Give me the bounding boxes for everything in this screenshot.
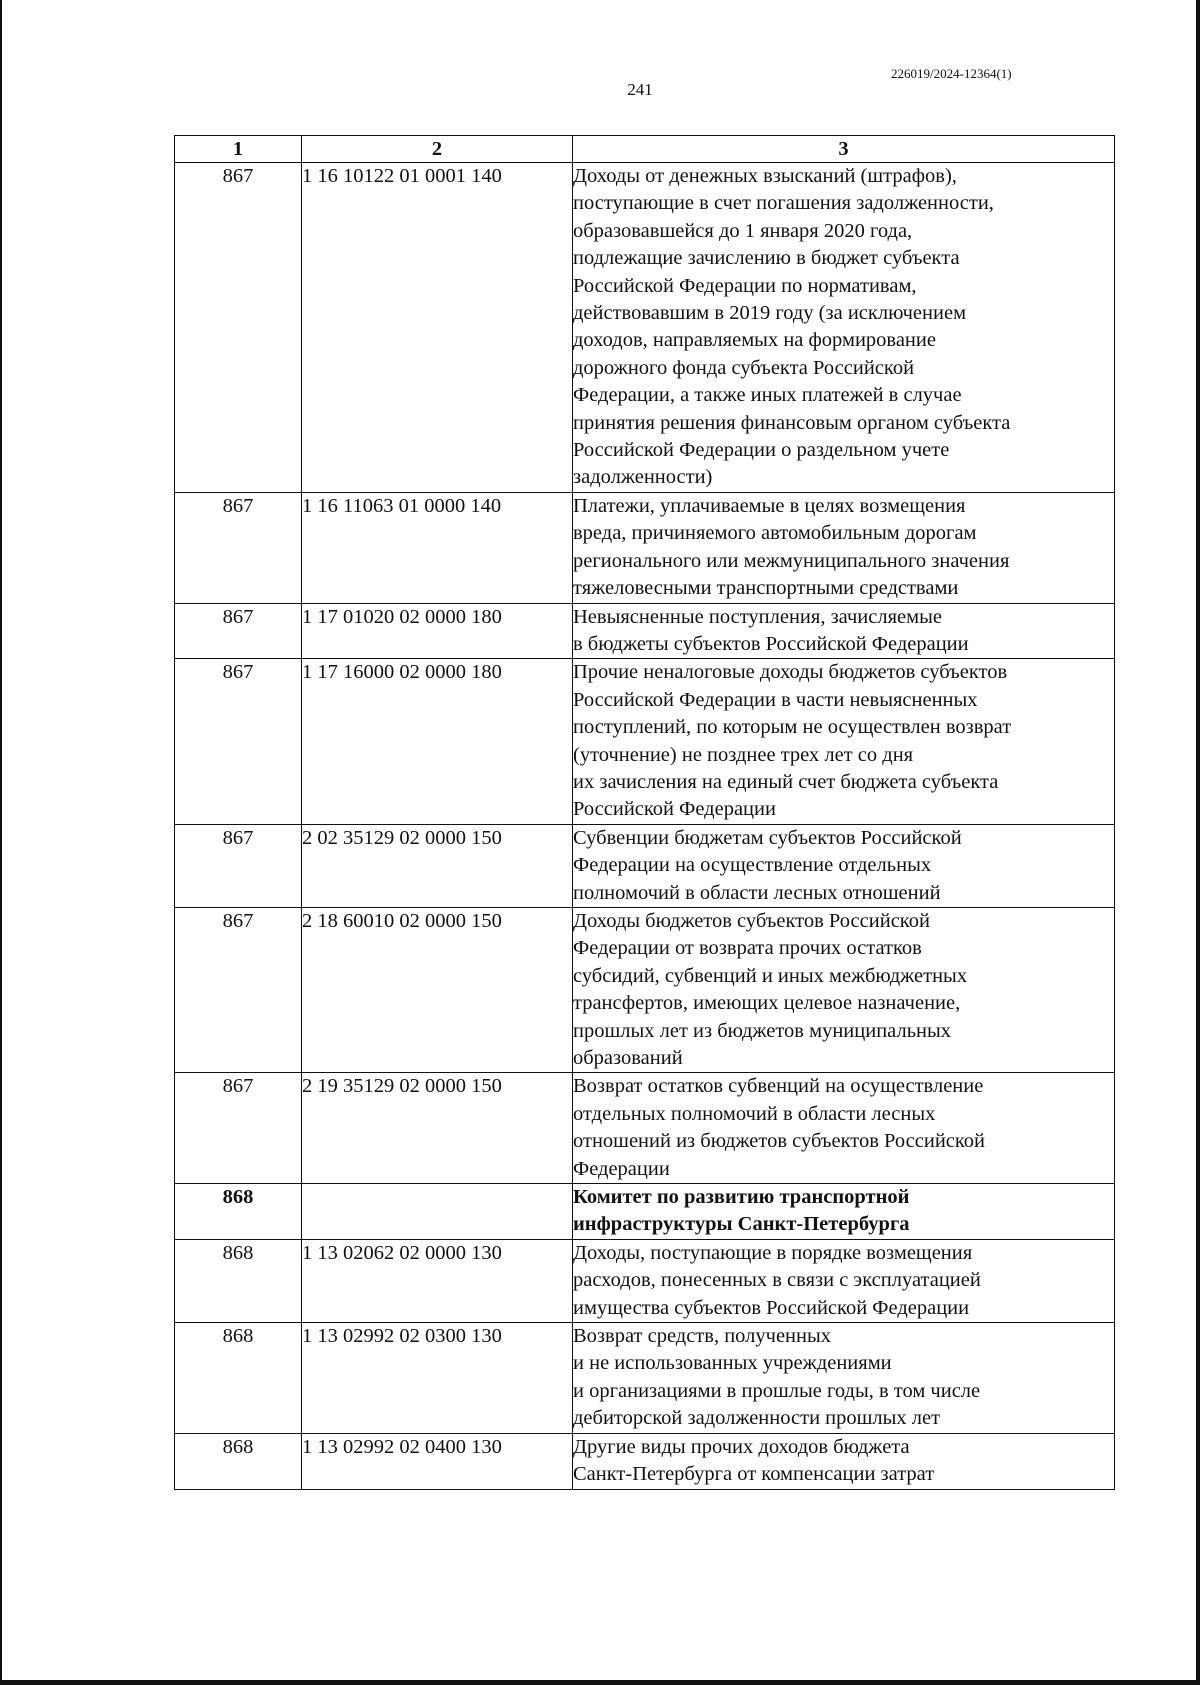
budget-classification-code-cell: 1 13 02062 02 0000 130 (302, 1239, 573, 1322)
description-line: Российской Федерации (573, 798, 776, 821)
admin-code-cell: 867 (175, 659, 302, 824)
description-line: и не использованных учреждениями (573, 1352, 892, 1375)
column-header-1: 1 (175, 136, 302, 163)
description-line: трансфертов, имеющих целевое назначение, (573, 992, 961, 1015)
description-line: Возврат остатков субвенций на осуществление (573, 1075, 984, 1098)
admin-code-cell: 867 (175, 492, 302, 603)
description-line: задолженности) (573, 466, 713, 489)
description-line: подлежащие зачислению в бюджет субъекта (573, 247, 960, 270)
table-row (175, 1239, 1115, 1322)
column-header-2: 2 (302, 136, 573, 163)
table-row (175, 824, 1115, 907)
description-line: расходов, понесенных в связи с эксплуатацией (573, 1269, 981, 1292)
budget-classification-code-cell: 2 19 35129 02 0000 150 (302, 1073, 573, 1184)
description-line: Комитет по развитию транспортной (573, 1186, 910, 1209)
description-line: полномочий в области лесных отношений (573, 881, 941, 904)
description-line: Российской Федерации о раздельном учете (573, 439, 950, 462)
budget-classification-code-cell: 1 17 01020 02 0000 180 (302, 603, 573, 659)
description-line: Невыясненные поступления, зачисляемые (573, 605, 942, 628)
admin-code-cell: 868 (175, 1184, 302, 1240)
table-row (175, 1073, 1115, 1184)
description-line: отдельных полномочий в области лесных (573, 1102, 936, 1125)
document-id: 226019/2024-12364(1) (891, 66, 1012, 81)
scan-edge-bottom (0, 1680, 1200, 1685)
admin-code-cell: 867 (175, 1073, 302, 1184)
description-line: Прочие неналоговые доходы бюджетов субъектов (573, 661, 1008, 684)
description-line: тяжеловесными транспортными средствами (573, 577, 959, 600)
description-line: Другие виды прочих доходов бюджета (573, 1435, 910, 1458)
description-line: образовавшейся до 1 января 2020 года, (573, 219, 913, 242)
description-line: отношений из бюджетов субъектов Российской (573, 1130, 986, 1153)
budget-classification-code-cell: 1 13 02992 02 0400 130 (302, 1433, 573, 1489)
description-line: Доходы, поступающие в порядке возмещения (573, 1241, 973, 1264)
description-cell (573, 1433, 1115, 1489)
description-line: Санкт-Петербурга от компенсации затрат (573, 1463, 935, 1486)
table-body (175, 163, 1115, 1490)
table-row (175, 163, 1115, 493)
description-cell (573, 659, 1115, 824)
table-row (175, 492, 1115, 603)
table-row (175, 603, 1115, 659)
budget-classification-code-cell: 2 02 35129 02 0000 150 (302, 824, 573, 907)
description-line: Федерации от возврата прочих остатков (573, 937, 922, 960)
budget-classification-code-cell: 1 16 10122 01 0001 140 (302, 163, 573, 493)
admin-code-cell: 868 (175, 1239, 302, 1322)
description-line: Федерации (573, 1157, 670, 1180)
revenue-codes-table (174, 135, 1115, 1490)
description-line: Российской Федерации по нормативам, (573, 274, 917, 297)
description-line: (уточнение) не позднее трех лет со дня (573, 743, 914, 766)
budget-classification-code-cell: 1 13 02992 02 0300 130 (302, 1323, 573, 1434)
description-line: дорожного фонда субъекта Российской (573, 356, 915, 379)
description-line: субсидий, субвенций и иных межбюджетных (573, 964, 968, 987)
budget-classification-code-cell: 1 17 16000 02 0000 180 (302, 659, 573, 824)
description-line: Доходы бюджетов субъектов Российской (573, 909, 930, 932)
description-line: вреда, причиняемого автомобильным дорогам (573, 522, 977, 545)
admin-code-cell: 867 (175, 163, 302, 493)
page-number: 241 (627, 80, 653, 99)
scan-edge-left (0, 0, 2, 1685)
table-row (175, 1323, 1115, 1434)
description-cell (573, 1073, 1115, 1184)
description-line: и организациями в прошлые годы, в том числе (573, 1379, 981, 1402)
admin-code-cell: 867 (175, 824, 302, 907)
description-line: Платежи, уплачиваемые в целях возмещения (573, 494, 966, 517)
table-row (175, 659, 1115, 824)
budget-classification-code-cell: 1 16 11063 01 0000 140 (302, 492, 573, 603)
description-line: принятия решения финансовым органом субъекта (573, 411, 1011, 434)
description-line: их зачисления на единый счет бюджета субъекта (573, 770, 999, 793)
description-line: дебиторской задолженности прошлых лет (573, 1407, 941, 1430)
admin-code-cell: 868 (175, 1433, 302, 1489)
description-line: Доходы от денежных взысканий (штрафов), (573, 165, 957, 187)
description-line: поступающие в счет погашения задолженности, (573, 192, 994, 215)
description-cell (573, 907, 1115, 1072)
table-row (175, 1184, 1115, 1240)
budget-classification-code-cell: 2 18 60010 02 0000 150 (302, 907, 573, 1072)
description-cell (573, 1323, 1115, 1434)
description-cell (573, 824, 1115, 907)
description-line: Федерации на осуществление отдельных (573, 854, 932, 877)
description-cell (573, 603, 1115, 659)
admin-code-cell: 868 (175, 1323, 302, 1434)
admin-code-cell: 867 (175, 603, 302, 659)
description-cell (573, 492, 1115, 603)
description-line: доходов, направляемых на формирование (573, 329, 936, 352)
description-line: действовавшим в 2019 году (за исключением (573, 302, 967, 325)
description-line: образований (573, 1047, 683, 1069)
description-line: прошлых лет из бюджетов муниципальных (573, 1019, 952, 1042)
budget-classification-code-cell (302, 1184, 573, 1240)
description-line: имущества субъектов Российской Федерации (573, 1296, 970, 1319)
description-line: инфраструктуры Санкт-Петербурга (573, 1213, 910, 1236)
description-cell (573, 1184, 1115, 1240)
description-line: Субвенции бюджетам субъектов Российской (573, 826, 962, 849)
description-line: Российской Федерации в части невыясненных (573, 688, 978, 711)
table-row (175, 907, 1115, 1072)
column-header-3: 3 (573, 136, 1115, 163)
scan-edge-right (1196, 0, 1200, 1685)
table-header-row (175, 136, 1115, 163)
description-line: Федерации, а также иных платежей в случае (573, 384, 962, 407)
description-line: регионального или межмуниципального значения (573, 549, 1010, 572)
admin-code-cell: 867 (175, 907, 302, 1072)
description-line: поступлений, по которым не осуществлен возврат (573, 716, 1012, 739)
description-cell (573, 163, 1115, 493)
description-line: Возврат средств, полученных (573, 1325, 832, 1348)
description-line: в бюджеты субъектов Российской Федерации (573, 632, 969, 655)
table-row (175, 1433, 1115, 1489)
description-cell (573, 1239, 1115, 1322)
